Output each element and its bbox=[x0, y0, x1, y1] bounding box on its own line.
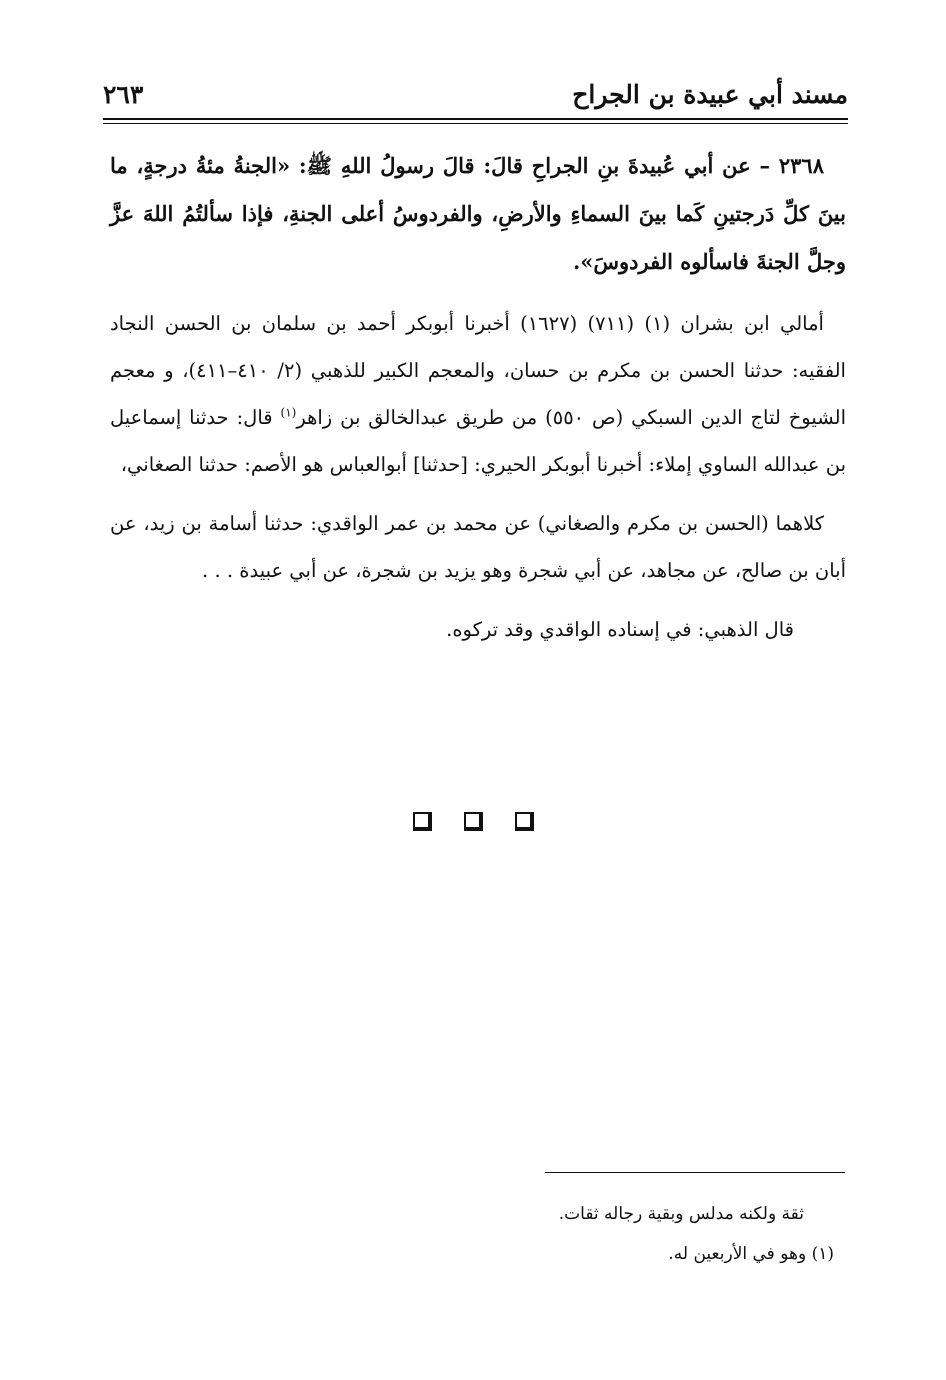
footnote-reference: (١) bbox=[280, 405, 297, 420]
section-separator bbox=[0, 812, 946, 835]
takhrij-paragraph bbox=[110, 300, 846, 488]
footnotes bbox=[234, 1194, 834, 1274]
footnote-1: (١) وهو في الأربعين له. bbox=[668, 1244, 834, 1264]
takhrij-text-part1: أمالي ابن بشران (١) (٧١١) (١٦٢٧) أخبرنا أبوبكر أحمد بن سلمان بن الحسن النجاد الفقيه: حدثنا الحسن بن مكرم بن حسان، والمعجم الكبير للذهبي (٢/ ٤١٠–٤١١)، و معجم الشيوخ لتاج الدين السبكي (ص ٥٥٠) من طريق عبدالخالق بن زاهر bbox=[110, 312, 847, 429]
footnote-continuation: ثقة ولكنه مدلس وبقية رجاله ثقات. bbox=[558, 1204, 804, 1224]
separator-box-icon bbox=[515, 812, 534, 831]
header-rule bbox=[103, 118, 848, 120]
page-number: ٢٦٣ bbox=[103, 80, 144, 109]
main-text bbox=[110, 142, 846, 665]
dhahabi-comment: قال الذهبي: في إسناده الواقدي وقد تركوه. bbox=[446, 618, 794, 641]
footnote-rule bbox=[545, 1172, 845, 1173]
chain-paragraph: كلاهما (الحسن بن مكرم والصغاني) عن محمد بن عمر الواقدي: حدثنا أسامة بن زيد، عن أبان بن صالح، عن مجاهد، عن أبي شجرة وهو يزيد بن شجرة، عن أبي عبيدة . . . bbox=[110, 512, 846, 582]
separator-box-icon bbox=[413, 812, 432, 831]
running-title: مسند أبي عبيدة بن الجراح bbox=[572, 80, 848, 109]
separator-box-icon bbox=[464, 812, 483, 831]
header-rule-thin bbox=[103, 123, 848, 124]
takhrij-text-part2: قال: حدثنا إسماعيل بن عبدالله الساوي إملاء: أخبرنا أبوبكر الحيري: [حدثنا] أبوالعباس هو الأصم: حدثنا الصغاني، bbox=[110, 406, 846, 476]
page-header bbox=[103, 78, 848, 122]
hadith-text: ٢٣٦٨ – عن أبي عُبيدةَ بنِ الجراحِ قالَ: قالَ رسولُ اللهِ ﷺ: «الجنةُ مئةُ درجةٍ، ما بينَ كلِّ دَرجتينِ كَما بينَ السماءِ والأرضِ، والفردوسُ أعلى الجنةِ، فإذا سألتُمُ اللهَ عزَّ وجلَّ الجنةَ فاسألوه الفردوسَ». bbox=[110, 153, 846, 274]
